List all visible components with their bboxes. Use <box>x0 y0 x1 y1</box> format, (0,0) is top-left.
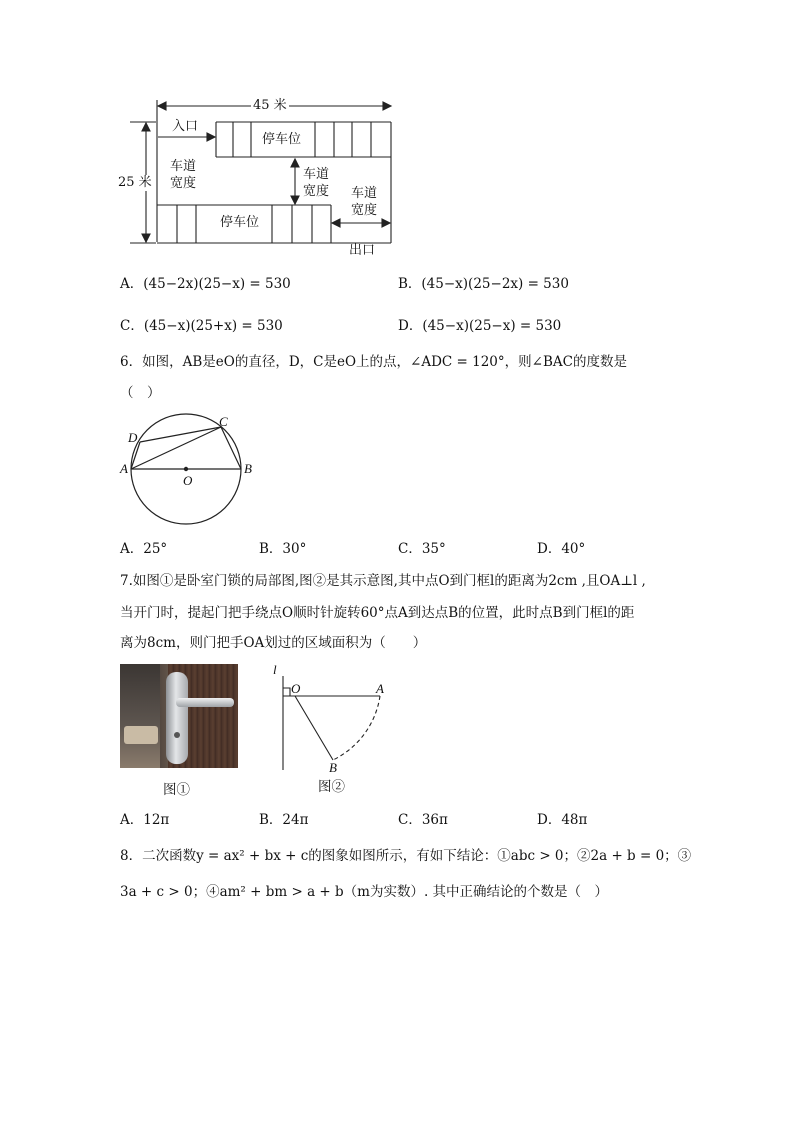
q7-stem-line3: 离为8cm，则门把手OA划过的区域面积为（ ） <box>120 635 427 651</box>
fig1-caption: 图① <box>163 782 190 798</box>
exit-label: 出口 <box>349 243 376 258</box>
q6-option-a: A．25° <box>120 541 168 557</box>
door-lock-photo <box>120 664 235 768</box>
entrance-label: 入口 <box>172 119 199 134</box>
q7-option-c: C．36π <box>398 812 448 828</box>
circle-diagram <box>118 410 263 530</box>
height-label: 25 米 <box>118 175 152 190</box>
point-d-label: D <box>128 430 138 445</box>
road-mid-label-1: 车道 <box>303 167 330 182</box>
road-right-label-1: 车道 <box>351 186 378 201</box>
q6-option-c: C．35° <box>398 541 446 557</box>
q5-option-a: A．(45−2x)(25−x) = 530 <box>120 276 291 292</box>
q6-option-d: D．40° <box>537 541 586 557</box>
q7-stem-line1: 7.如图①是卧室门锁的局部图,图②是其示意图,其中点O到门框l的距离为2cm ,且OA⊥l , <box>120 573 646 589</box>
q6-stem-line1: 6．如图，AB是eO的直径，D，C是eO上的点，∠ADC = 120°，则∠BAC的度数是 <box>120 354 627 370</box>
fig2-caption: 图② <box>318 779 345 795</box>
q6-stem-line2: （ ） <box>120 385 161 401</box>
q8-stem-line1: 8．二次函数y = ax² + bx + c的图象如图所示，有如下结论：①abc > 0；②2a + b = 0；③ <box>120 848 692 864</box>
q7-option-b: B．24π <box>259 812 309 828</box>
q6-option-b: B．30° <box>259 541 307 557</box>
q5-option-c: C．(45−x)(25+x) = 530 <box>120 318 283 334</box>
q5-option-b: B．(45−x)(25−2x) = 530 <box>398 276 569 292</box>
width-label: 45 米 <box>253 98 287 113</box>
q7-option-d: D．48π <box>537 812 588 828</box>
road-right-label-2: 宽度 <box>351 203 378 218</box>
road-left-label-1: 车道 <box>170 159 197 174</box>
q7-option-a: A．12π <box>120 812 170 828</box>
parking-top-label: 停车位 <box>262 132 302 147</box>
parking-bottom-label: 停车位 <box>220 215 260 230</box>
road-left-label-2: 宽度 <box>170 176 197 191</box>
line-l-label: l <box>273 662 277 677</box>
road-mid-label-2: 宽度 <box>303 184 330 199</box>
point-a-label-q7: A <box>376 681 384 696</box>
q8-stem-line2: 3a + c > 0；④am² + bm > a + b（m为实数）. 其中正确结论的个数是（ ） <box>120 884 609 900</box>
parking-lot-diagram <box>120 92 410 260</box>
point-a-label: A <box>120 461 128 476</box>
center-o-label: O <box>183 473 193 488</box>
point-b-label-q7: B <box>329 760 337 775</box>
point-c-label: C <box>219 414 228 429</box>
point-o-label: O <box>291 681 301 696</box>
q5-option-d: D．(45−x)(25−x) = 530 <box>398 318 562 334</box>
q7-stem-line2: 当开门时，提起门把手绕点O顺时针旋转60°点A到达点B的位置，此时点B到门框l的距 <box>120 605 635 621</box>
point-b-label: B <box>244 461 252 476</box>
